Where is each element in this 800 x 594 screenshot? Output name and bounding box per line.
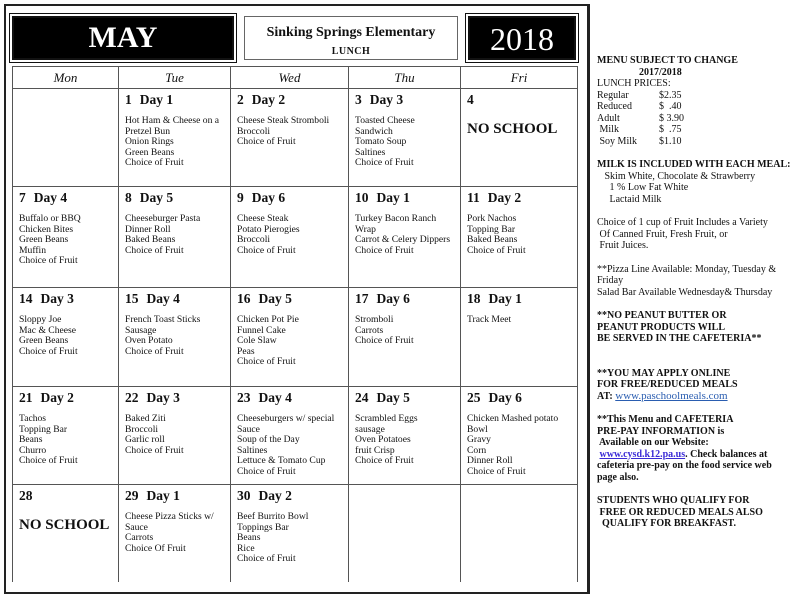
menu-item: Choice of Fruit xyxy=(237,465,296,477)
menu-items xyxy=(467,414,571,478)
date-number: 1 xyxy=(125,92,132,107)
menu-item: Choice of Fruit xyxy=(237,553,296,565)
day-cell-1 xyxy=(118,88,230,186)
milk-title: MILK IS INCLUDED WITH EACH MEAL: xyxy=(597,159,791,170)
menu-item: Choice of Fruit xyxy=(125,345,184,357)
menu-items xyxy=(237,214,342,256)
milk-line: Skim White, Chocolate & Strawberry xyxy=(597,170,756,182)
menu-item: Soup of the Day xyxy=(237,434,300,446)
menu-item: Green Beans xyxy=(19,234,69,246)
date-number: 15 xyxy=(125,291,139,306)
menu-items xyxy=(467,315,571,326)
price-label: Soy Milk xyxy=(597,135,638,147)
school-year: 2017/2018 xyxy=(639,66,682,78)
menu-item: Lettuce & Tomato Cup xyxy=(237,455,326,467)
cell-header xyxy=(237,92,342,108)
menu-item: Tomato Soup xyxy=(355,136,407,148)
price-row xyxy=(597,124,800,136)
date-number: 8 xyxy=(125,190,132,205)
menu-items xyxy=(355,315,454,347)
menu-item: Broccoli xyxy=(237,125,271,137)
menu-item: Carrots xyxy=(125,532,154,544)
date-number: 29 xyxy=(125,488,139,503)
cell-header xyxy=(237,291,342,307)
cell-header xyxy=(467,390,571,406)
rotation-day: Day 1 xyxy=(376,190,410,205)
price-label: Regular xyxy=(597,89,629,101)
empty-cell xyxy=(460,484,578,582)
date-number: 14 xyxy=(19,291,33,306)
day-cell-29 xyxy=(118,484,230,582)
menu-item: Choice of Fruit xyxy=(19,345,78,357)
date-number: 21 xyxy=(19,390,33,405)
info-panel xyxy=(597,55,800,530)
day-cell-7 xyxy=(12,186,118,287)
menu-item: Toasted Cheese Sandwich xyxy=(355,115,415,137)
cell-header xyxy=(19,488,112,504)
menu-item: Beans xyxy=(237,532,261,544)
menu-item: Baked Ziti xyxy=(125,413,166,424)
menu-item: Carrot & Celery Dippers xyxy=(355,234,451,246)
menu-item: Dinner Roll xyxy=(125,223,171,235)
menu-items xyxy=(19,414,112,467)
menu-item: Scrambled Eggs xyxy=(355,413,418,424)
menu-items xyxy=(19,315,112,357)
date-number: 3 xyxy=(355,92,362,107)
school-name: Sinking Springs Elementary xyxy=(266,25,436,40)
rotation-day: Day 4 xyxy=(258,390,292,405)
milk-line: Lactaid Milk xyxy=(597,193,662,205)
day-cell-28 xyxy=(12,484,118,582)
menu-item: Cheese Steak xyxy=(237,213,289,224)
menu-item: Saltines xyxy=(355,146,386,158)
cell-header xyxy=(355,291,454,307)
menu-items xyxy=(355,116,454,169)
menu-item: Choice of Fruit xyxy=(125,444,184,456)
day-cell-9 xyxy=(230,186,348,287)
rotation-day: Day 2 xyxy=(487,190,522,205)
menu-item: Turkey Bacon Ranch Wrap xyxy=(355,213,437,235)
cell-header xyxy=(355,190,454,206)
cell-header xyxy=(467,92,571,108)
rotation-day: Day 2 xyxy=(40,390,74,405)
menu-item: Corn xyxy=(467,444,487,456)
cell-header xyxy=(237,190,342,206)
menu-item: Cheeseburgers w/ special Sauce xyxy=(237,413,335,435)
menu-item: Churro xyxy=(19,444,47,456)
pizza-note: **Pizza Line Available: Monday, Tuesday & Friday Salad Bar Available Wednesday& Thursday xyxy=(597,263,777,298)
rotation-day: Day 1 xyxy=(146,488,180,503)
paschoolmeals-link[interactable]: www.paschoolmeals.com xyxy=(615,389,728,402)
menu-item: Topping Bar xyxy=(19,423,68,435)
menu-item: Oven Potatoes xyxy=(355,434,411,446)
menu-item: Baked Beans xyxy=(125,234,176,246)
price-row xyxy=(597,113,800,125)
menu-item: Choice of Fruit xyxy=(237,136,296,148)
menu-item: Sausage xyxy=(125,324,157,336)
date-number: 11 xyxy=(467,190,480,205)
day-cell-16 xyxy=(230,287,348,386)
weekday-thu: Thu xyxy=(348,66,460,88)
day-cell-8 xyxy=(118,186,230,287)
menu-item: French Toast Sticks xyxy=(125,314,201,325)
weekday-mon: Mon xyxy=(12,66,118,88)
menu-item: Carrots xyxy=(355,324,384,336)
menu-items xyxy=(237,116,342,148)
cell-header xyxy=(237,390,342,406)
menu-items xyxy=(125,116,224,169)
date-number: 7 xyxy=(19,190,26,205)
menu-item: Choice of Fruit xyxy=(467,244,526,256)
menu-item: Choice of Fruit xyxy=(355,455,414,467)
menu-item: Topping Bar xyxy=(467,223,516,235)
apply-text: **YOU MAY APPLY ONLINE FOR FREE/REDUCED MEALS AT: xyxy=(597,367,738,402)
price-label: Reduced xyxy=(597,101,632,112)
menu-item: fruit Crisp xyxy=(355,444,395,456)
cell-header xyxy=(125,488,224,504)
menu-item: Sloppy Joe xyxy=(19,314,62,325)
meal-type: LUNCH xyxy=(331,46,371,57)
date-number: 22 xyxy=(125,390,139,405)
menu-item: Onion Rings xyxy=(125,136,174,148)
rotation-day: Day 3 xyxy=(40,291,74,306)
empty-cell xyxy=(12,88,118,186)
menu-item: Choice of Fruit xyxy=(467,465,526,477)
day-cell-24 xyxy=(348,386,460,484)
price-label: Milk xyxy=(597,124,619,135)
cell-header xyxy=(467,190,571,206)
menu-item: Cheese Steak Stromboli xyxy=(237,115,330,126)
school-title-box xyxy=(244,16,458,60)
rotation-day: Day 5 xyxy=(376,390,410,405)
menu-item: Potato Pierogies xyxy=(237,223,300,235)
date-number: 30 xyxy=(237,488,251,503)
menu-item: Choice of Fruit xyxy=(125,157,184,169)
rotation-day: Day 3 xyxy=(146,390,180,405)
date-number: 18 xyxy=(467,291,481,306)
menu-item: Choice of Fruit xyxy=(19,255,78,267)
menu-item: Cheeseburger Pasta xyxy=(125,213,201,224)
price-value: $ .40 xyxy=(659,101,682,112)
district-website-link[interactable]: www.cysd.k12.pa.us xyxy=(599,448,686,460)
rotation-day: Day 5 xyxy=(258,291,292,306)
rotation-day: Day 1 xyxy=(139,92,174,107)
cell-header xyxy=(125,390,224,406)
menu-items xyxy=(125,512,224,554)
menu-item: Tachos xyxy=(19,413,47,424)
menu-item: Broccoli xyxy=(237,234,271,246)
milk-line: 1 % Low Fat White xyxy=(597,182,689,193)
menu-item: Choice of Fruit xyxy=(237,244,296,256)
menu-item: Choice of Fruit xyxy=(237,356,296,368)
day-cell-18 xyxy=(460,287,578,386)
day-cell-21 xyxy=(12,386,118,484)
menu-subject-note: MENU SUBJECT TO CHANGE xyxy=(597,55,738,66)
day-cell-10 xyxy=(348,186,460,287)
menu-item: Choice of Fruit xyxy=(125,244,184,256)
rotation-day: Day 1 xyxy=(488,291,522,306)
menu-items xyxy=(125,414,224,456)
menu-items xyxy=(467,214,571,256)
cell-header xyxy=(355,92,454,108)
menu-item: Green Beans xyxy=(19,335,69,347)
menu-item: Choice of Fruit xyxy=(355,157,414,169)
menu-item: Beans xyxy=(19,434,43,446)
menu-item: Muffin xyxy=(19,244,47,256)
menu-item: Toppings Bar xyxy=(237,521,289,533)
price-value: $ .75 xyxy=(659,124,682,135)
cell-header xyxy=(467,291,571,307)
menu-item: Saltines xyxy=(237,444,268,456)
date-number: 9 xyxy=(237,190,244,205)
cell-header xyxy=(19,291,112,307)
year-title: 2018 xyxy=(468,16,576,60)
apply-note xyxy=(597,368,800,403)
menu-item: Choice Of Fruit xyxy=(125,542,186,554)
menu-items xyxy=(355,414,454,467)
menu-item: Cheese Pizza Sticks w/ Sauce xyxy=(125,511,214,533)
menu-item: Baked Beans xyxy=(467,234,518,246)
menu-items xyxy=(237,512,342,565)
menu-items xyxy=(355,214,454,256)
price-value: $1.10 xyxy=(659,135,682,147)
menu-info-text: **This Menu and CAFETERIA PRE-PAY INFORMATION is Available on our Website: xyxy=(597,414,734,448)
price-value: $2.35 xyxy=(659,89,682,101)
day-cell-30 xyxy=(230,484,348,582)
peanut-note: **NO PEANUT BUTTER OR PEANUT PRODUCTS WILL BE SERVED IN THE CAFETERIA** xyxy=(597,310,762,344)
date-number: 28 xyxy=(19,488,33,503)
date-number: 16 xyxy=(237,291,251,306)
menu-item: Garlic roll xyxy=(125,434,165,446)
menu-item: Broccoli xyxy=(125,423,159,435)
menu-item: Choice of Fruit xyxy=(19,455,78,467)
menu-item: Stromboli xyxy=(355,314,394,325)
cell-header xyxy=(19,190,112,206)
weekday-fri: Fri xyxy=(460,66,578,88)
menu-item: Chicken Pot Pie xyxy=(237,314,299,325)
cell-header xyxy=(237,488,342,504)
menu-item: Chicken Mashed potato Bowl xyxy=(467,413,559,435)
menu-item: Hot Ham & Cheese on a Pretzel Bun xyxy=(125,115,220,137)
cell-header xyxy=(125,92,224,108)
menu-item: Choice of Fruit xyxy=(355,244,414,256)
no-school-label: NO SCHOOL xyxy=(19,517,110,533)
menu-item: Green Beans xyxy=(125,146,175,158)
date-number: 25 xyxy=(467,390,481,405)
day-cell-3 xyxy=(348,88,460,186)
day-cell-17 xyxy=(348,287,460,386)
menu-item: Gravy xyxy=(467,434,491,446)
menu-items xyxy=(19,214,112,267)
day-cell-15 xyxy=(118,287,230,386)
menu-item: Pork Nachos xyxy=(467,213,517,224)
menu-item: Funnel Cake xyxy=(237,324,286,336)
menu-item: Dinner Roll xyxy=(467,455,513,467)
rotation-day: Day 6 xyxy=(251,190,286,205)
cell-header xyxy=(125,190,224,206)
price-row xyxy=(597,136,800,148)
qualify-note: STUDENTS WHO QUALIFY FOR FREE OR REDUCED MEALS ALSO QUALIFY FOR BREAKFAST. xyxy=(597,495,763,529)
price-list xyxy=(597,90,800,148)
fruit-note: Choice of 1 cup of Fruit Includes a Variety Of Canned Fruit, Fresh Fruit, or Fruit Juices. xyxy=(597,217,768,251)
day-cell-23 xyxy=(230,386,348,484)
day-cell-25 xyxy=(460,386,578,484)
menu-item: Buffalo or BBQ Chicken Bites xyxy=(19,213,81,235)
date-number: 4 xyxy=(467,92,474,107)
price-value: $ 3.90 xyxy=(659,112,684,124)
menu-item: Choice of Fruit xyxy=(355,335,414,347)
prices-label: LUNCH PRICES: xyxy=(597,78,671,89)
rotation-day: Day 3 xyxy=(369,92,404,107)
day-cell-4 xyxy=(460,88,578,186)
menu-items xyxy=(237,414,342,478)
month-title: MAY xyxy=(12,16,234,60)
day-cell-11 xyxy=(460,186,578,287)
menu-item: Beef Burrito Bowl xyxy=(237,511,309,522)
menu-info-note xyxy=(597,414,800,483)
rotation-day: Day 4 xyxy=(146,291,180,306)
rotation-day: Day 2 xyxy=(258,488,292,503)
date-number: 10 xyxy=(355,190,369,205)
date-number: 17 xyxy=(355,291,369,306)
date-number: 2 xyxy=(237,92,244,107)
cell-header xyxy=(19,390,112,406)
cell-header xyxy=(355,390,454,406)
menu-item: sausage xyxy=(355,423,385,435)
day-cell-14 xyxy=(12,287,118,386)
rotation-day: Day 5 xyxy=(139,190,174,205)
menu-items xyxy=(237,315,342,368)
menu-item: Peas xyxy=(237,345,255,357)
weekday-tue: Tue xyxy=(118,66,230,88)
cell-header xyxy=(125,291,224,307)
rotation-day: Day 6 xyxy=(488,390,522,405)
price-row xyxy=(597,101,800,113)
rotation-day: Day 6 xyxy=(376,291,410,306)
rotation-day: Day 2 xyxy=(251,92,286,107)
no-school-label: NO SCHOOL xyxy=(467,121,558,137)
menu-item: Mac & Cheese xyxy=(19,324,77,336)
price-label: Adult xyxy=(597,112,620,124)
empty-cell xyxy=(348,484,460,582)
menu-item: Track Meet xyxy=(467,314,512,325)
menu-items xyxy=(125,214,224,256)
menu-info-text-2: . Check balances at cafeteria pre-pay on the food service web page also. xyxy=(597,448,772,483)
date-number: 24 xyxy=(355,390,369,405)
menu-items xyxy=(125,315,224,357)
menu-item: Cole Slaw xyxy=(237,335,277,347)
price-row xyxy=(597,90,800,102)
menu-item: Oven Potato xyxy=(125,335,173,347)
weekday-wed: Wed xyxy=(230,66,348,88)
menu-item: Rice xyxy=(237,542,255,554)
date-number: 23 xyxy=(237,390,251,405)
day-cell-2 xyxy=(230,88,348,186)
day-cell-22 xyxy=(118,386,230,484)
rotation-day: Day 4 xyxy=(33,190,68,205)
